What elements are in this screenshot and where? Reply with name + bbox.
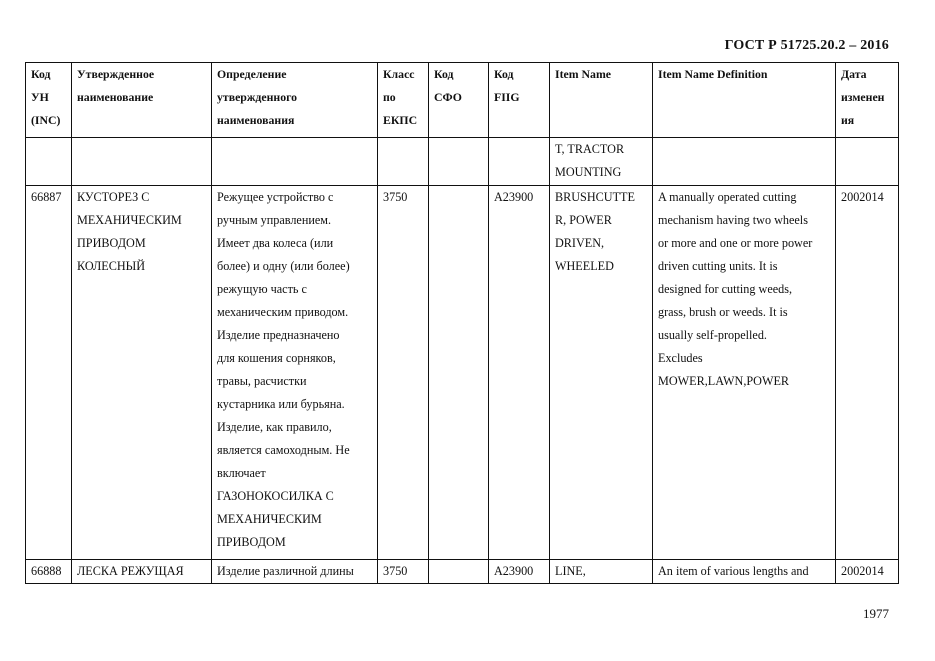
cell-change-date: 2002014 <box>836 186 899 560</box>
cell-class-ekps: 3750 <box>378 560 429 584</box>
cell-item-name-definition <box>653 138 836 186</box>
cell-code-fiig: A23900 <box>489 186 550 560</box>
cell-name-ru: ЛЕСКА РЕЖУЩАЯ <box>72 560 212 584</box>
page-number: 1977 <box>863 606 889 621</box>
col-header-change-date: Дата изменен ия <box>836 63 899 138</box>
cell-name-ru: КУСТОРЕЗ С МЕХАНИЧЕСКИМ ПРИВОДОМ КОЛЕСНЫЙ <box>72 186 212 560</box>
table-row <box>26 186 899 560</box>
cell-item-name-definition: An item of various lengths and <box>653 560 836 584</box>
col-header-fiig-code: Код FIIG <box>489 63 550 138</box>
cell-code-fiig: A23900 <box>489 560 550 584</box>
cell-name-ru <box>72 138 212 186</box>
col-header-item-name-definition: Item Name Definition <box>653 63 836 138</box>
cell-item-name-definition: A manually operated cutting mechanism having two wheels or more and one or more power driven cutting units. It is designed for cutting weeds, grass, brush or weeds. It is usually self-propelled. Excludes MOWER,LAWN,POWER <box>653 186 836 560</box>
col-header-ekps-class: Класс по ЕКПС <box>378 63 429 138</box>
cell-inc: 66887 <box>26 186 72 560</box>
cell-class-ekps <box>378 138 429 186</box>
col-header-item-name: Item Name <box>550 63 653 138</box>
document-title: ГОСТ Р 51725.20.2 – 2016 <box>724 38 889 53</box>
cell-change-date <box>836 138 899 186</box>
col-header-sfo-code: Код СФО <box>429 63 489 138</box>
cell-code-sfo <box>429 560 489 584</box>
cell-item-name: BRUSHCUTTE R, POWER DRIVEN, WHEELED <box>550 186 653 560</box>
classification-table <box>25 62 899 584</box>
cell-definition-ru: Режущее устройство с ручным управлением. Имеет два колеса (или более) и одну (или более) режущую часть с механическим приводом. Изделие предназначено для кошения сорняков, травы, расчистки кустарника или бурьяна. Изделие, как правило, является самоходным. Не включает ГАЗОНОКОСИЛКА С МЕХАНИЧЕСКИМ ПРИВОДОМ <box>212 186 378 560</box>
cell-change-date: 2002014 <box>836 560 899 584</box>
table-row <box>26 138 899 186</box>
cell-inc: 66888 <box>26 560 72 584</box>
col-header-approved-name: Утвержденное наименование <box>72 63 212 138</box>
col-header-definition: Определение утвержденного наименования <box>212 63 378 138</box>
cell-code-fiig <box>489 138 550 186</box>
cell-class-ekps: 3750 <box>378 186 429 560</box>
cell-code-sfo <box>429 186 489 560</box>
cell-definition-ru: Изделие различной длины <box>212 560 378 584</box>
cell-definition-ru <box>212 138 378 186</box>
table-row <box>26 560 899 584</box>
cell-inc <box>26 138 72 186</box>
col-header-inc: Код УН (INC) <box>26 63 72 138</box>
table-header-row <box>26 63 899 138</box>
cell-code-sfo <box>429 138 489 186</box>
cell-item-name: LINE, <box>550 560 653 584</box>
cell-item-name: T, TRACTOR MOUNTING <box>550 138 653 186</box>
